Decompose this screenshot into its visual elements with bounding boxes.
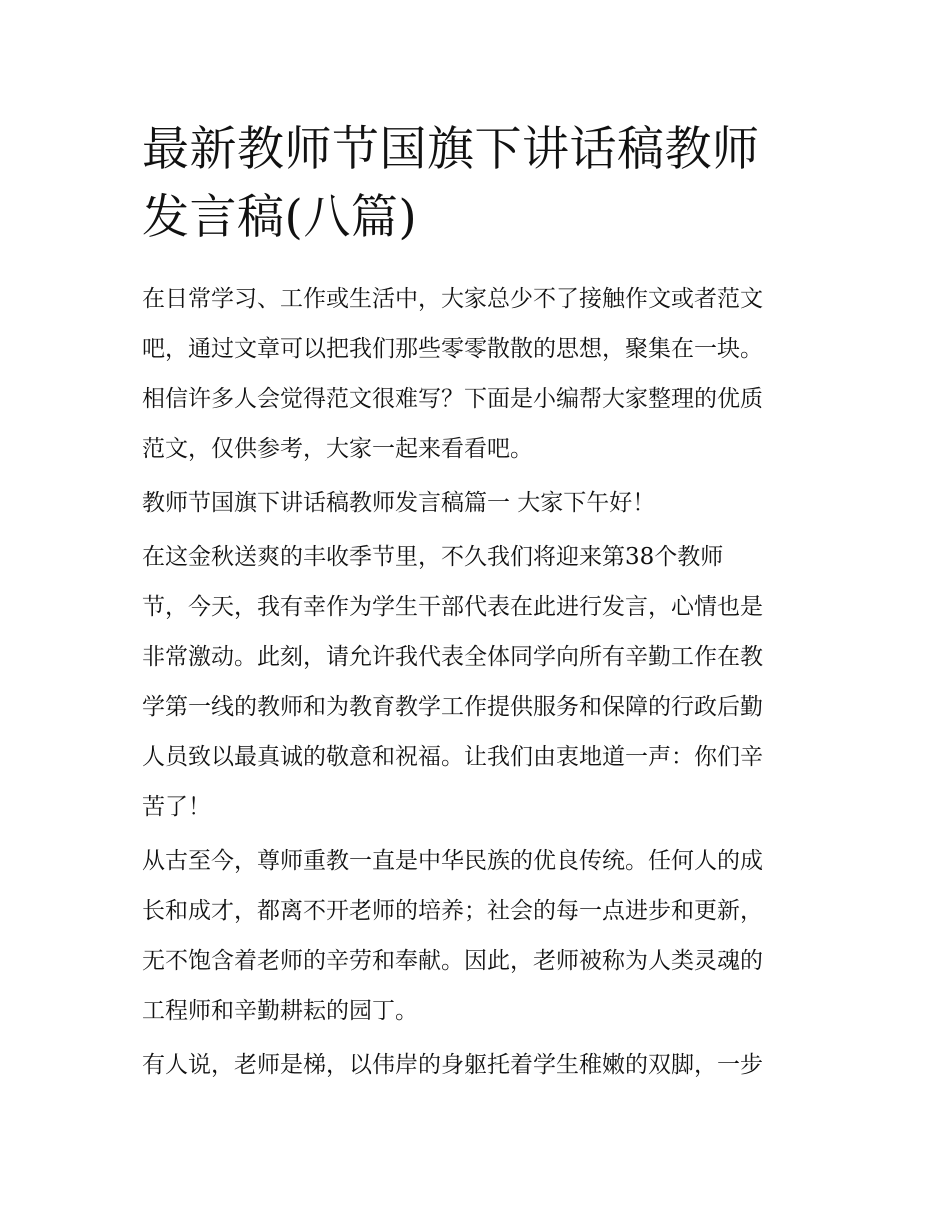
- text-line: 范文，仅供参考，大家一起来看看吧。: [142, 436, 533, 462]
- paragraph-heading: [142, 478, 812, 528]
- text-line: 学第一线的教师和为教育教学工作提供服务和保障的行政后勤: [142, 694, 763, 720]
- text-line: 苦了！: [142, 794, 211, 820]
- text-line: 在这金秋送爽的丰收季节里，不久我们将迎来第38个教师: [142, 544, 724, 570]
- text-line: 工程师和辛勤耕耘的园丁。: [142, 998, 418, 1024]
- document-title: [142, 116, 812, 252]
- title-line-2: 发言稿(八篇): [142, 190, 418, 245]
- text-line: 长和成才，都离不开老师的培养；社会的每一点进步和更新，: [142, 898, 763, 924]
- paragraph-tradition: [142, 836, 812, 1036]
- text-line: 在日常学习、工作或生活中，大家总少不了接触作文或者范文: [142, 286, 763, 312]
- text-line: 吧，通过文章可以把我们那些零零散散的思想，聚集在一块。: [142, 336, 763, 362]
- document-body: [142, 274, 812, 1090]
- text-line: 节，今天，我有幸作为学生干部代表在此进行发言，心情也是: [142, 594, 763, 620]
- text-line: 人员致以最真诚的敬意和祝福。让我们由衷地道一声：你们辛: [142, 744, 763, 770]
- text-line: 教师节国旗下讲话稿教师发言稿篇一 大家下午好！: [142, 490, 656, 516]
- title-line-1: 最新教师节国旗下讲话稿教师: [142, 122, 760, 177]
- text-line: 相信许多人会觉得范文很难写？下面是小编帮大家整理的优质: [142, 386, 763, 412]
- text-line: 从古至今，尊师重教一直是中华民族的优良传统。任何人的成: [142, 848, 763, 874]
- paragraph-ladder: [142, 1040, 812, 1090]
- text-line: 非常激动。此刻，请允许我代表全体同学向所有辛勤工作在教: [142, 644, 763, 670]
- text-line: 有人说，老师是梯，以伟岸的身躯托着学生稚嫩的双脚，一步: [142, 1052, 763, 1078]
- text-line: 无不饱含着老师的辛劳和奉献。因此，老师被称为人类灵魂的: [142, 948, 763, 974]
- document-page: [142, 116, 812, 1090]
- paragraph-speech-opening: [142, 532, 812, 832]
- paragraph-intro: [142, 274, 812, 474]
